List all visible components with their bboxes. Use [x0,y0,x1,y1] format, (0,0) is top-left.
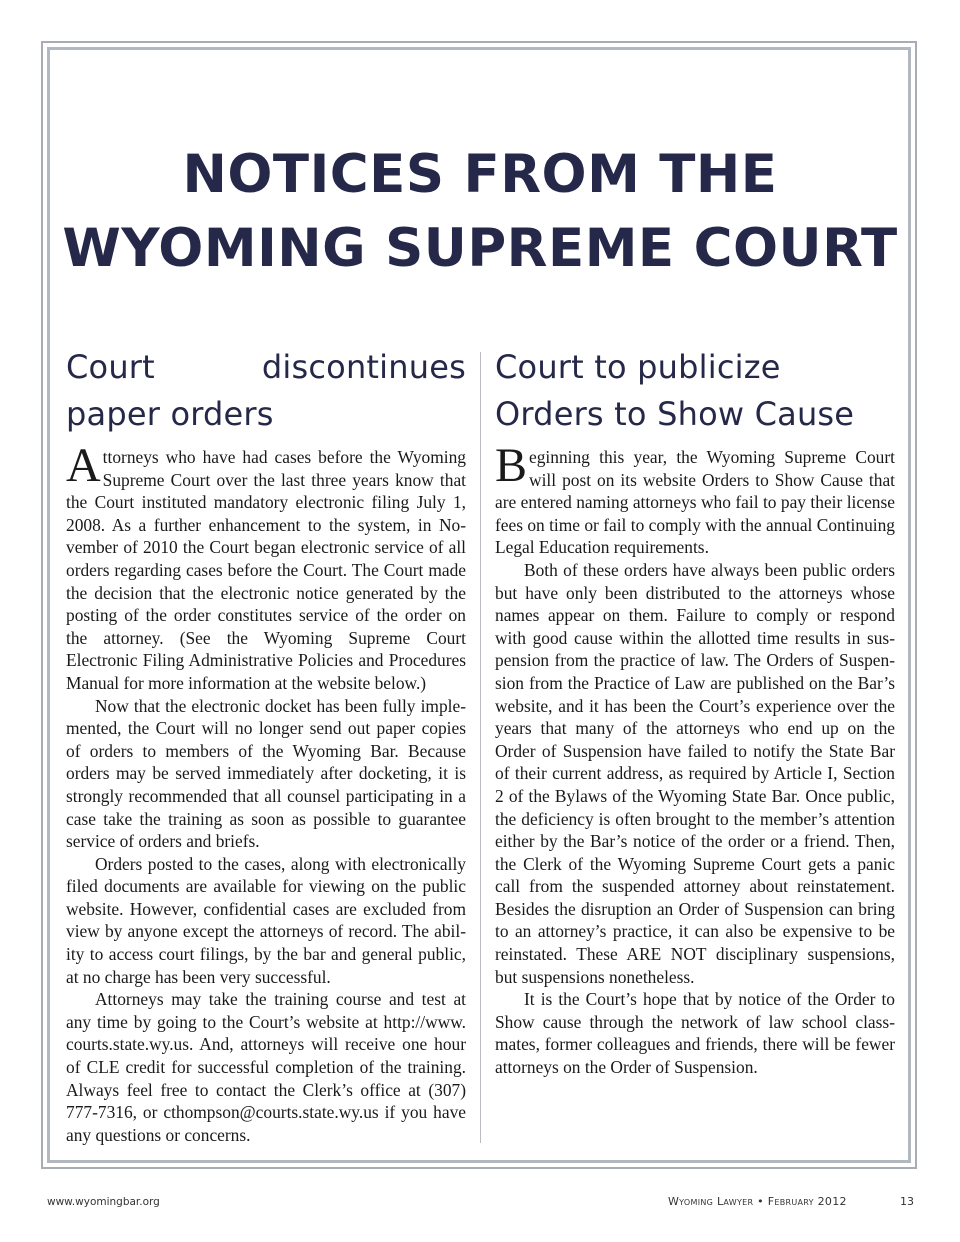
page-title-line-1: NOTICES FROM THE [182,144,778,205]
article-heading-orders-to-show-cause: Court to publicize Orders to Show Cause [495,348,855,433]
article-paragraph [66,439,466,695]
article-paragraph: It is the Court’s hope that by notice of the Order to Show cause through the network of law school classmates, former colleagues and friends, there will be fewer attorneys on the Order of Suspension. [495,989,895,1078]
page-title [50,138,910,286]
footer-page-number: 13 [900,1195,914,1208]
drop-cap-letter: A [66,439,101,492]
article-paragraph: Orders posted to the cases, along with electronically filed documents are available for viewing on the public website. However, confidential cases are excluded from view by anyone except the attorneys of record. The ability to access court filings, by the bar and general public, at no charge has been very successful. [66,853,466,987]
article-paragraph: Attorneys may take the training course and test at any time by going to the Court’s website at http://www. courts.state.wy.us. And, attorneys will receive one hour of CLE credit for successful completion of the training. Always feel free to contact the Clerk’s office at (307) 777-7316, or cthompson@courts.state.wy.us if you have any questions or concerns. [66,989,466,1145]
column-divider [480,352,481,1143]
article-paper-orders [66,344,466,1146]
article-orders-to-show-cause [495,344,895,1079]
article-heading-paper-orders: Court discontinues paper orders [66,348,466,433]
article-paragraph [495,439,895,559]
paragraph-text: eginning this year, the Wyoming Supreme Court will post on its website Orders to Show Cause that are entered naming attorneys who fail to pay their license fees on time or fail to comply with the annual Continuing Legal Education requirements. [495,447,895,558]
drop-cap-letter: B [495,439,528,492]
footer-publication: Wyoming Lawyer • February 2012 [668,1195,847,1208]
paragraph-text: ttorneys who have had cases before the Wyoming Supreme Court over the last three years know that the Court instituted mandatory electronic filing July 1, 2008. As a further enhancement to the system, in November of 2010 the Court began electronic service of all orders regarding cases before the Court. The Court made the decision that the electronic notice generated by the posting of the order constitutes service of the order on the attorney. (See the Wyoming Supreme Court Electronic Filing Administrative Policies and Procedures Manual for more information at the website below.) [66,447,466,693]
article-paragraph: Now that the electronic docket has been fully implemented, the Court will no longer send out paper copies of orders to members of the Wyoming Bar. Because orders may be served immediately after docketing, it is strongly recommended that all counsel participating in a case take the training as soon as possible to guarantee service of orders and briefs. [66,695,466,852]
article-body-paper-orders [66,439,466,1146]
page-title-line-2: WYOMING SUPREME COURT [62,218,898,279]
article-body-orders-to-show-cause [495,439,895,1079]
article-paragraph: Both of these orders have always been public orders but have only been distributed to the attorneys whose names appear on them. Failure to comply or respond with good cause within the allotted time results in suspension from the practice of law. The Orders of Suspension from the Practice of Law are published on the Bar’s website, and it has been the Court’s experience over the years that many of the attorneys who end up on the Order of Suspension have failed to notify the State Bar of their current address, as required by Article I, Section 2 of the Bylaws of the Wyoming State Bar. Once public, the deficiency is often brought to the member’s attention either by the Bar’s notice of the order or a friend. Then, the Clerk of the Wyoming Supreme Court gets a panic call from the suspended attorney about reinstatement. Besides the disruption an Order of Suspension can bring to an attorney’s practice, it can also be expensive to be reinstated. These ARE NOT disciplinary suspensions, but suspensions nonetheless. [495,559,895,987]
footer-website: www.wyomingbar.org [47,1196,160,1208]
